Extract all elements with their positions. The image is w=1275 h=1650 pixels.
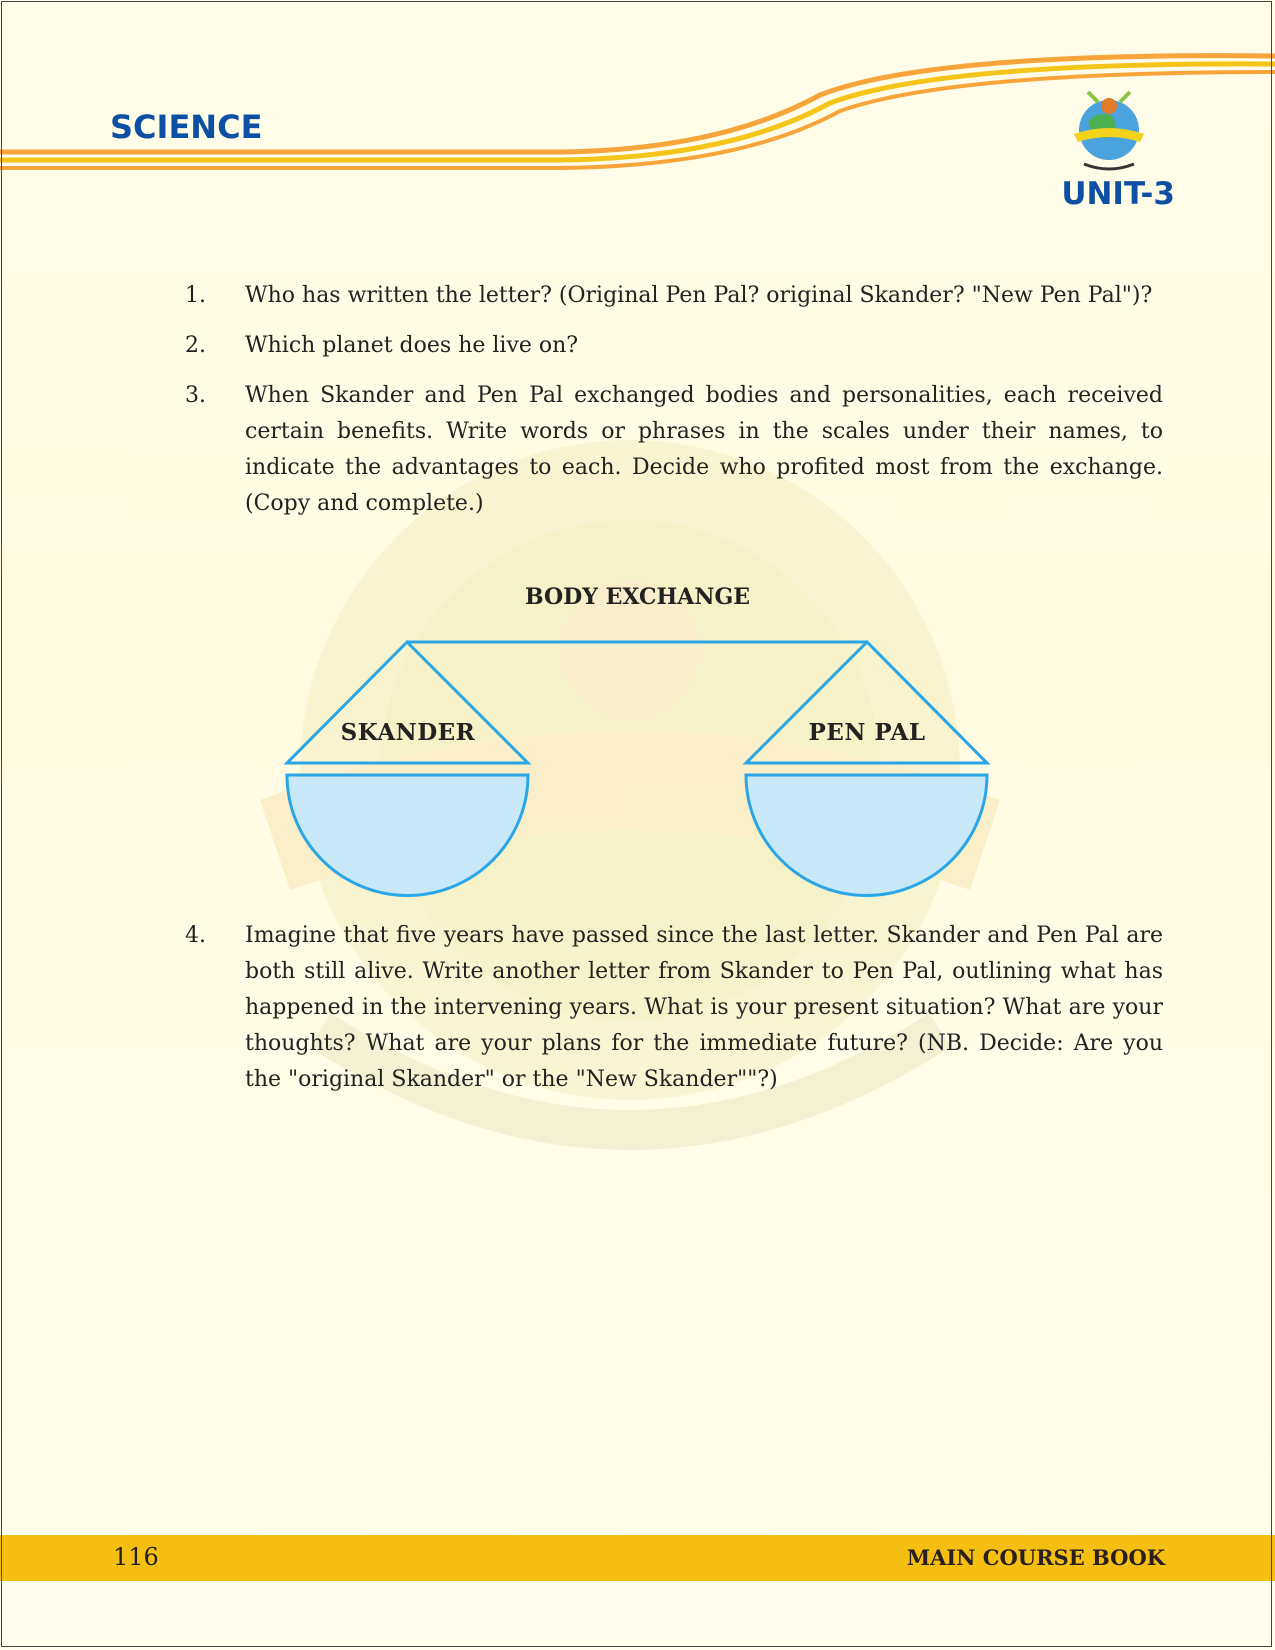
unit-label: UNIT-3 — [1061, 176, 1175, 212]
question-number: 2. — [185, 333, 206, 358]
question-text: Who has written the letter? (Original Pen Pal? original Skander? "New Pen Pal")? — [245, 283, 1153, 308]
pen-pal-label: PEN PAL — [808, 719, 926, 746]
question-item — [185, 378, 1163, 522]
question-text: Which planet does he live on? — [245, 333, 579, 358]
question-list-continued — [185, 918, 1163, 1112]
question-item — [185, 918, 1163, 1098]
question-item — [185, 278, 1163, 314]
question-item — [185, 328, 1163, 364]
skander-label: SKANDER — [340, 719, 476, 746]
diagram-title: BODY EXCHANGE — [524, 584, 751, 610]
question-text: Imagine that five years have passed since the last letter. Skander and Pen Pal are both still alive. Write another letter from Skander to Pen Pal, outlining what has happened in the intervening years. What is your present situation? What are your thoughts? What are your plans for the immediate future? (NB. Decide: Are you the "original Skander" or the "New Skander""?) — [245, 923, 1163, 1092]
book-title: MAIN COURSE BOOK — [906, 1545, 1165, 1570]
question-number: 4. — [185, 923, 206, 948]
question-list — [185, 278, 1163, 536]
question-number: 1. — [185, 283, 206, 308]
question-text: When Skander and Pen Pal exchanged bodies and personalities, each received certain benefits. Write words or phrases in the scales under their names, to indicate the advantages to each. Decide who profited most from the exchange. (Copy and complete.) — [245, 383, 1163, 516]
question-number: 3. — [185, 383, 206, 408]
globe-logo-icon — [1068, 82, 1150, 176]
page-number: 116 — [113, 1543, 159, 1571]
subject-title: SCIENCE — [110, 108, 263, 146]
